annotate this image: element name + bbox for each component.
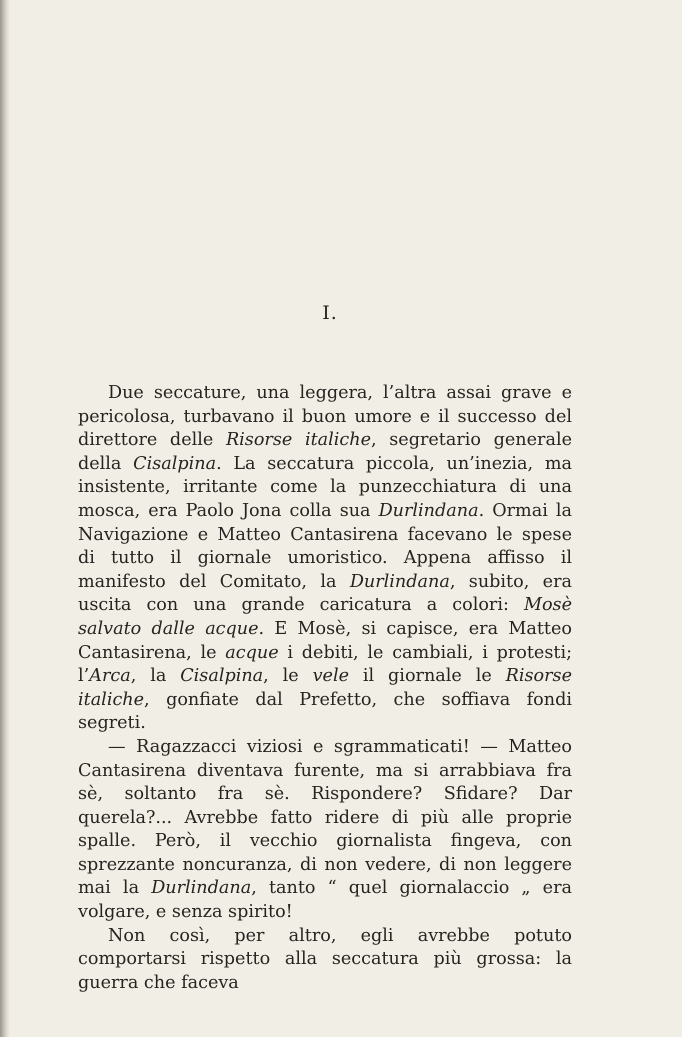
italic-text-run: Risorse italiche <box>225 430 371 451</box>
text-run: , la <box>130 666 181 687</box>
italic-text-run: Durlindana <box>378 500 479 521</box>
italic-text-run: Durlindana <box>151 878 252 899</box>
body-text <box>78 382 572 995</box>
text-run: Due seccature, una leggera, l’altra assai grave e pericolosa, turbavano il buon umore e il successo del direttore delle <box>78 383 572 451</box>
text-run: , le <box>263 666 313 687</box>
text-run: . Ormai la Navigazione e Matteo Cantasirena facevano le spese di tutto il giornale umoristico. Appena affisso il manifesto del Comitato, la <box>78 500 572 592</box>
paragraph-3 <box>78 925 572 996</box>
page-edge-shadow <box>0 0 10 1037</box>
paragraph-2 <box>78 736 572 925</box>
text-run: , gonfiate dal Prefetto, che soffiava fondi segreti. <box>78 689 572 734</box>
italic-text-run: Cisalpina <box>180 666 264 687</box>
text-run: . La seccatura piccola, un’inezia, ma insistente, irritante come la punzecchiatura di una mosca, era Paolo Jona colla sua <box>78 453 572 521</box>
italic-text-run: Cisalpina <box>133 453 217 474</box>
text-run: , subito, era uscita con una grande caricatura a colori: <box>78 571 572 616</box>
italic-text-run: Arca <box>89 666 131 687</box>
text-run: i debiti, le cambiali, i protesti; l’ <box>78 642 572 687</box>
text-run: , tanto “ quel giornalaccio „ era volgare, e senza spirito! <box>78 878 572 923</box>
text-run: — Ragazzacci viziosi e sgrammaticati! — Matteo Cantasirena diventava furente, ma si arrabbiava fra sè, soltanto fra sè. Rispondere? Sfidare? Dar querela?... Avrebbe fatto ridere di più alle proprie spalle. Però, il vecchio giornalista fingeva, con sprezzante noncuranza, di non vedere, di non leggere mai la <box>78 736 572 899</box>
italic-text-run: Durlindana <box>349 571 450 592</box>
italic-text-run: Mosè salvato dalle acque <box>78 595 572 639</box>
chapter-number: I. <box>322 302 338 324</box>
text-run: il giornale le <box>349 666 506 687</box>
text-run: , segretario generale della <box>78 430 572 474</box>
paragraph-1 <box>78 382 572 736</box>
italic-text-run: vele <box>312 666 349 687</box>
text-run: . E Mosè, si capisce, era Matteo Cantasirena, le <box>78 618 572 663</box>
text-run: Non così, per altro, egli avrebbe potuto comportarsi rispetto alla seccatura più grossa: la guerra che faceva <box>78 925 572 993</box>
italic-text-run: acque <box>225 642 279 663</box>
italic-text-run: Risorse italiche <box>78 666 572 710</box>
